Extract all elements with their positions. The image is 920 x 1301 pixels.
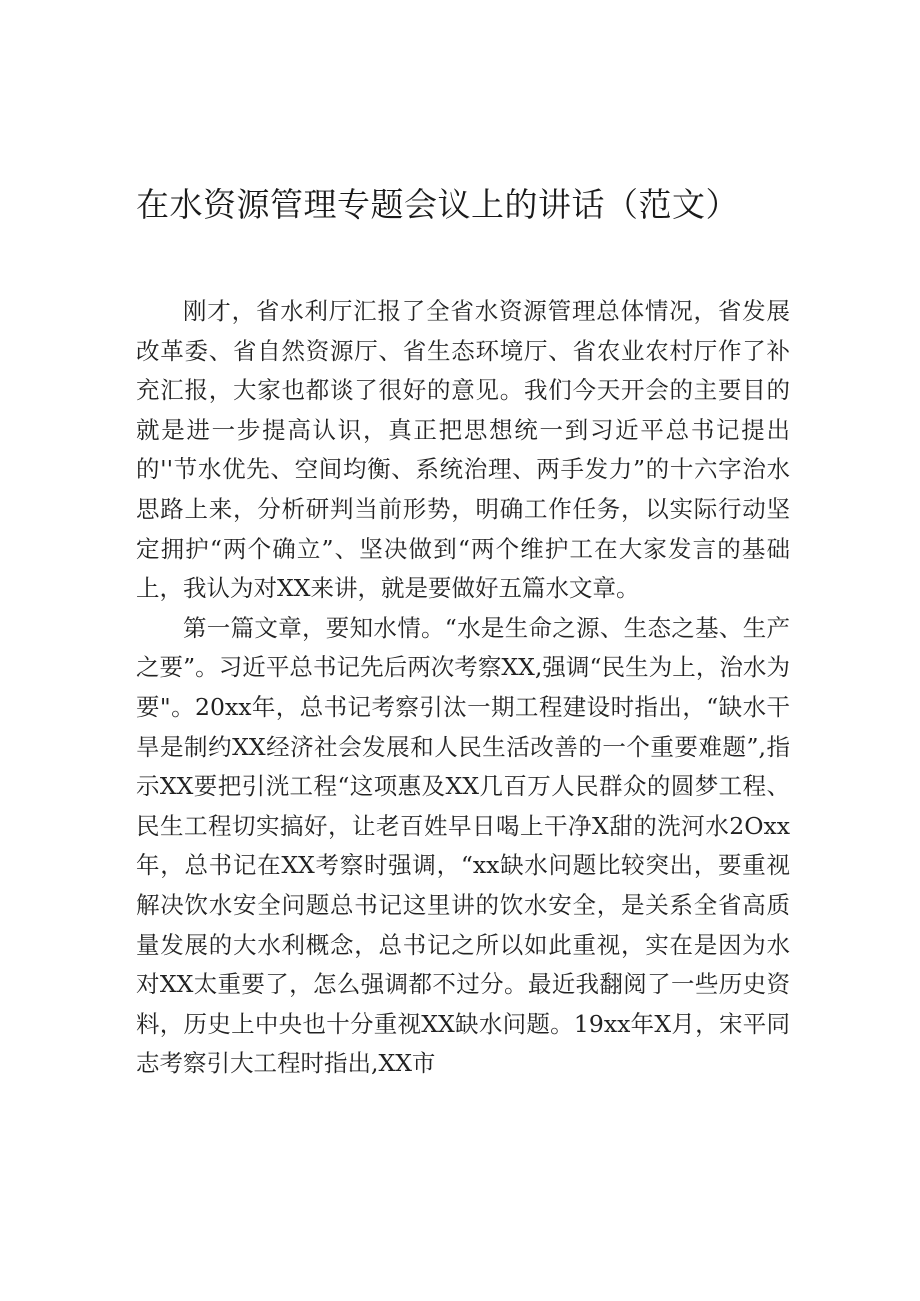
paragraph-2: 第一篇文章，要知水情。“水是生命之源、生态之基、生产之要”。习近平总书记先后两次考察XX,强调“民生为上，治水为要"。20xx年，总书记考察引汰一期工程建设时指出，“缺水干旱是制约XX经济社会发展和人民生活改善的一个重要难题”,指示XX要把引洸工程“这项惠及XX几百万人民群众的圆梦工程、民生工程切实搞好，让老百姓早日喝上干净X甜的洗河水2Oxx年，总书记在XX考察时强调，“xx缺水问题比较突出，要重视解决饮水安全问题总书记这里讲的饮水安全，是关系全省高质量发展的大水利概念，总书记之所以如此重视，实在是因为水对XX太重要了，怎么强调都不过分。最近我翻阅了一些历史资料，历史上中央也十分重视XX缺水问题。19xx年X月，宋平同志考察引大工程时指出,XX市: [136, 613, 790, 1078]
document-body: [136, 292, 790, 1084]
paragraph-1: 刚才，省水利厅汇报了全省水资源管理总体情况，省发展改革委、省自然资源厅、省生态环境厅、省农业农村厅作了补充汇报，大家也都谈了很好的意见。我们今天开会的主要目的就是进一步提高认识，真正把思想统一到习近平总书记提出的''节水优先、空间均衡、系统治理、两手发力”的十六字治水思路上来，分析研判当前形势，明确工作任务，以实际行动坚定拥护“两个确立”、坚决做到“两个维护工在大家发言的基础上，我认为对XX来讲，就是要做好五篇水文章。: [136, 297, 790, 603]
document-title: 在水资源管理专题会议上的讲话（范文）: [136, 185, 739, 224]
